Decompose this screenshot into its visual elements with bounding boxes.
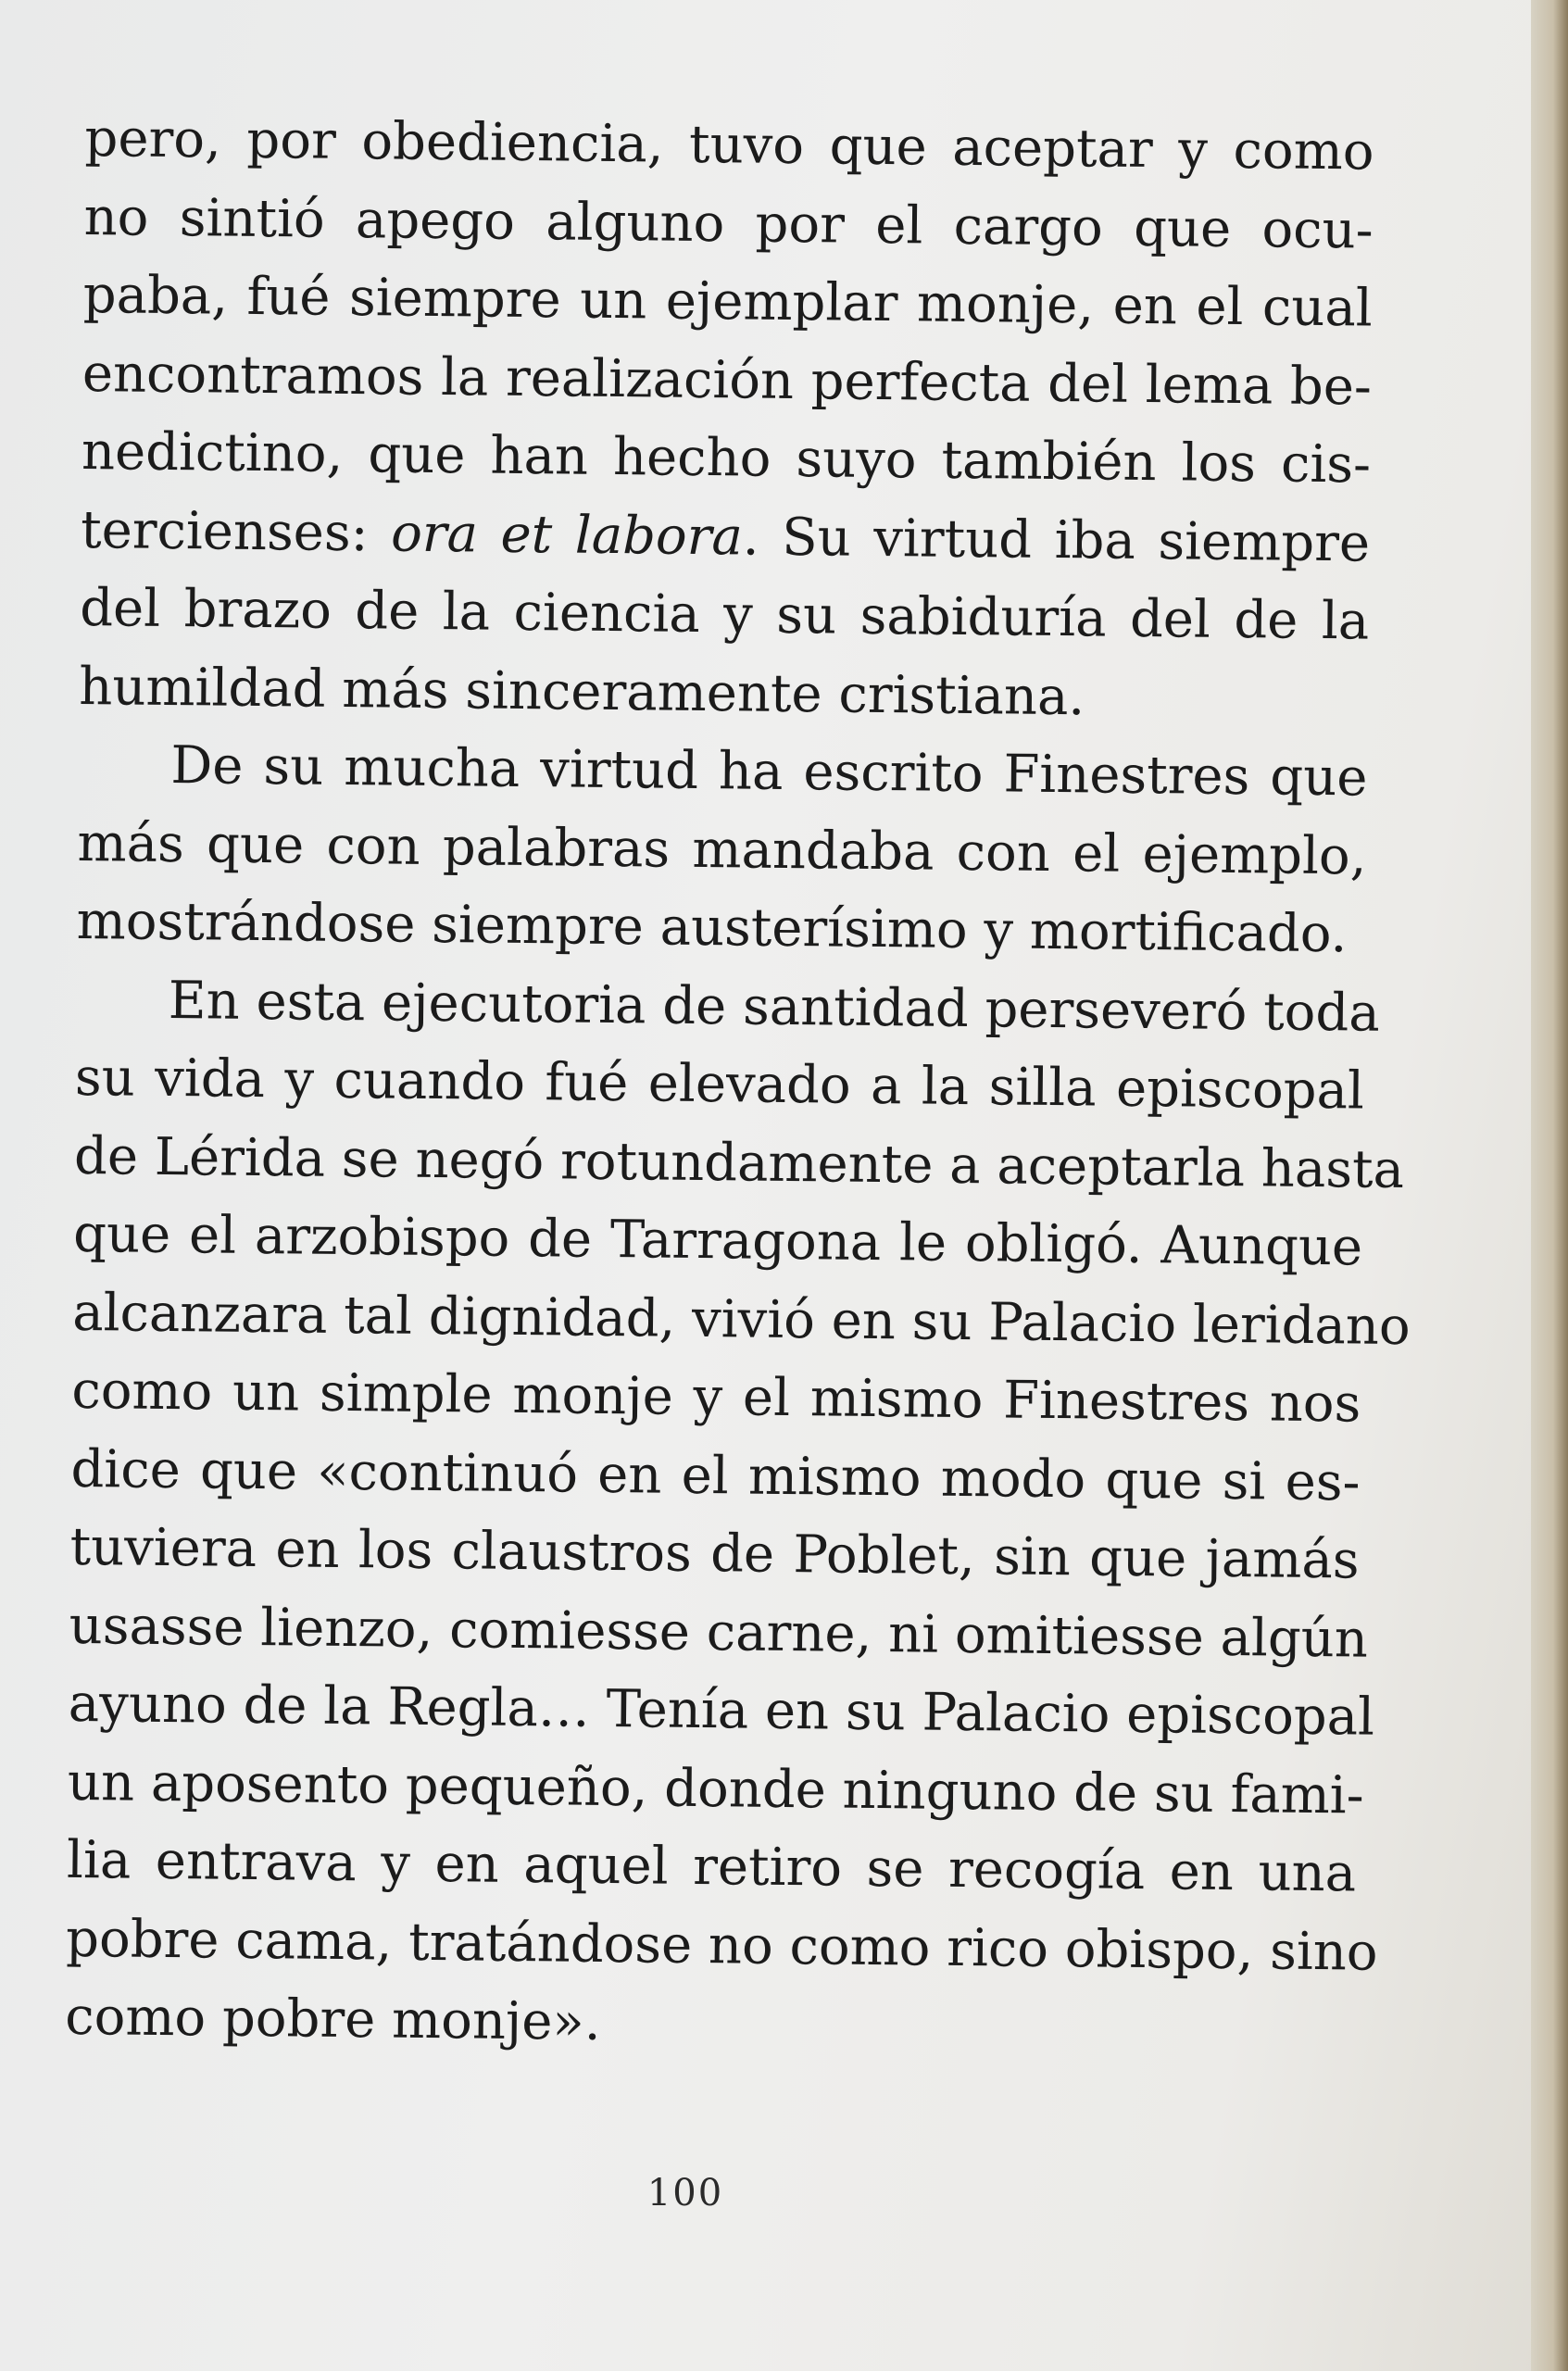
paragraph-2 <box>76 726 1368 974</box>
text-line: En esta ejecutoria de santidad perseveró toda <box>168 970 1381 1044</box>
text-line: no sintió apego alguno por el cargo que ocu- <box>83 186 1374 261</box>
latin-motto: ora et labora <box>390 502 744 567</box>
text-line: De su mucha virtud ha escrito Finestres que <box>170 735 1368 809</box>
text-line: que el arzobispo de Tarragona le obligó. Aunque <box>72 1203 1363 1278</box>
text-line: un aposento pequeño, donde ninguno de su fami- <box>67 1751 1364 1826</box>
text-line: lia entrava y en aquel retiro se recogía en una <box>66 1829 1357 1904</box>
text-line: del brazo de la ciencia y su sabiduría del de la <box>79 577 1370 652</box>
text-line: dice que «continuó en el mismo modo que si es- <box>70 1438 1361 1512</box>
text-line: encontramos la realización perfecta del lema be- <box>82 343 1373 418</box>
text-line: ayuno de la Regla… Tenía en su Palacio episcopal <box>68 1673 1375 1748</box>
page-number: 100 <box>646 2172 724 2214</box>
text-line: como pobre monje». <box>64 1986 601 2052</box>
text-line: tuviera en los claustros de Poblet, sin que jamás <box>69 1516 1360 1591</box>
text-line: usasse lienzo, comiesse carne, ni omitiesse algún <box>69 1595 1369 1670</box>
text-line: mostrándose siempre austerísimo y mortificado. <box>76 890 1348 965</box>
page-edge <box>1531 0 1568 2371</box>
text-line: su vida y cuando fué elevado a la silla episcopal <box>74 1047 1365 1122</box>
text-line: pero, por obediencia, tuvo que aceptar y como <box>84 107 1374 182</box>
text-line: paba, fué siempre un ejemplar monje, en el cual <box>82 264 1374 339</box>
text-fragment: tercienses: <box>80 499 369 563</box>
body-text <box>64 100 1411 2070</box>
text-line: como un simple monje y el mismo Finestres nos <box>71 1360 1361 1435</box>
text-line: humildad más sinceramente cristiana. <box>79 656 1085 727</box>
text-line-motto <box>81 491 1371 583</box>
text-fragment: . Su virtud iba siempre <box>742 506 1371 574</box>
text-line: alcanzara tal dignidad, vivió en su Palacio leridano <box>71 1282 1411 1357</box>
text-line: más que con palabras mandaba con el ejemplo, <box>77 812 1367 887</box>
paragraph-1 <box>79 100 1374 740</box>
text-line: nedictino, que han hecho suyo también los cis- <box>81 420 1372 496</box>
paragraph-3 <box>64 960 1411 2070</box>
text-line: pobre cama, tratándose no como rico obispo, sino <box>65 1908 1378 1983</box>
text-line: de Lérida se negó rotundamente a aceptarla hasta <box>73 1125 1405 1200</box>
